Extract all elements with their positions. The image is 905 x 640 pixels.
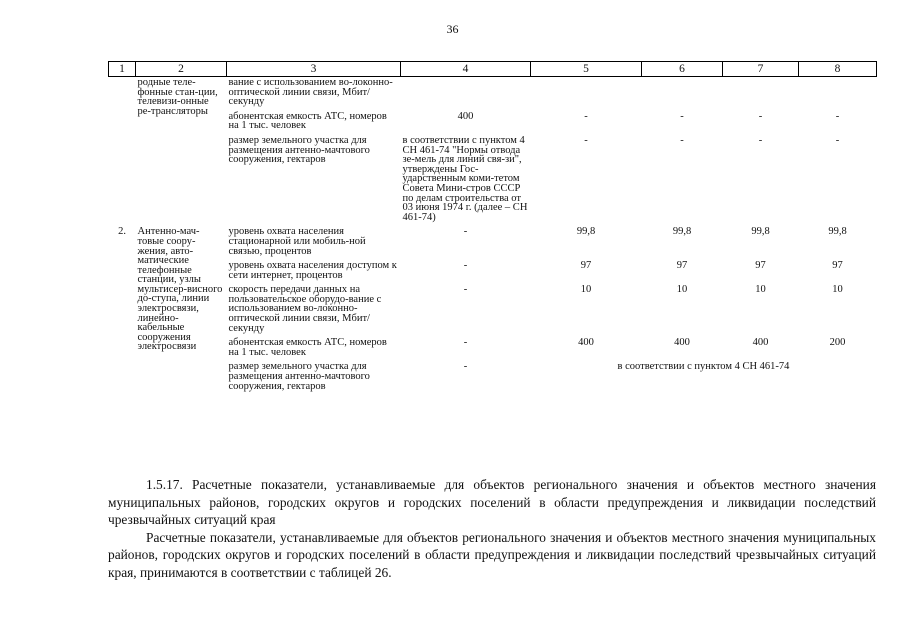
section-text <box>108 476 876 581</box>
value-cell: 97 <box>832 260 843 272</box>
value-cell: 99,8 <box>751 226 770 238</box>
value-cell: - <box>680 110 684 122</box>
value-cell: - <box>584 134 588 146</box>
value-cell: 400 <box>752 337 769 349</box>
row-number-cell <box>109 77 136 111</box>
merged-value-cell: в соответствии с пунктом 4 СН 461-74 <box>617 361 790 373</box>
column-number-header: 7 <box>723 62 799 77</box>
value-cell: 10 <box>832 284 843 296</box>
value-cell: 99,8 <box>576 226 596 238</box>
value-cell: - <box>680 134 684 146</box>
value-cell: 97 <box>755 260 766 272</box>
value-cell: 200 <box>829 337 846 349</box>
value-cell: 10 <box>580 284 592 296</box>
value-cell <box>531 77 642 111</box>
row-number-cell <box>109 111 136 135</box>
value-cell: 400 <box>674 337 690 349</box>
row-number-cell <box>109 135 136 226</box>
value-cell: - <box>835 134 840 146</box>
value-cell: - <box>463 226 468 238</box>
page-number: 36 <box>446 22 459 36</box>
body-paragraph: Расчетные показатели, устанавливаемые для объектов регионального значения и объектов местного значения муниципальных районов, городских округов и городских поселений в области предупреждения и ликвидации последствий чрезвычайных ситуаций края, принимаются в соответствии с таблицей 26. <box>108 529 876 580</box>
value-cell <box>401 77 531 111</box>
column-number-header: 6 <box>642 62 723 77</box>
value-cell: - <box>463 260 468 272</box>
table-header-row <box>109 62 877 77</box>
value-cell: 10 <box>676 284 688 296</box>
value-cell: 99,8 <box>672 226 692 238</box>
indicator-cell: размер земельного участка для размещения антенно-мачтового сооружения, гектаров <box>228 134 370 166</box>
indicator-cell: вание с использованием во-локонно-оптической линии связи, Мбит/секунду <box>228 77 393 108</box>
column-number-header: 4 <box>401 62 531 77</box>
value-cell: - <box>463 284 468 296</box>
table-row <box>109 226 877 260</box>
column-number-header: 8 <box>799 62 877 77</box>
value-cell: 99,8 <box>828 226 847 238</box>
value-cell: 400 <box>457 110 474 122</box>
indicator-cell: скорость передачи данных на пользовательское оборудо-вание с использованием во-локонно-оптической линии связи, Мбит/секунду <box>228 284 382 334</box>
column-number-header: 2 <box>136 62 227 77</box>
value-cell: - <box>758 110 763 122</box>
value-cell <box>723 77 799 111</box>
indicator-cell: уровень охвата населения доступом к сети интернет, процентов <box>228 260 397 281</box>
object-name-cell: Антенно-мач-товые соору-жения, авто-матические телефонные станции, узлы мультисер-висного до-ступа, линии электросвязи, линейно-кабельные сооружения электросвязи <box>137 226 223 353</box>
indicator-cell: абонентская емкость АТС, номеров на 1 тыс. человек <box>228 110 387 132</box>
value-cell: в соответствии с пунктом 4 СН 461-74 "Нормы отвода зе-мель для линий свя-зи", утверждены Гос-ударственным коми-тетом Совета Мини-стров СССР по делам строительства от 03 июня 1974 г. (далее – СН 461-74) <box>402 134 528 223</box>
column-number-header: 1 <box>109 62 136 77</box>
regional-indicators-table <box>108 61 877 395</box>
table-row <box>109 77 877 111</box>
object-name-cell: родные теле-фонные стан-ции, телевизи-онные ре-трансляторы <box>137 77 218 117</box>
value-cell: 400 <box>578 337 594 349</box>
value-cell <box>642 77 723 111</box>
value-cell: - <box>463 361 468 373</box>
value-cell: - <box>758 134 763 146</box>
value-cell: - <box>835 110 840 122</box>
value-cell: - <box>463 337 468 349</box>
value-cell: - <box>584 110 588 122</box>
row-number-cell: 2. <box>118 226 126 238</box>
column-number-header: 3 <box>227 62 401 77</box>
section-heading-paragraph: 1.5.17. Расчетные показатели, устанавливаемые для объектов регионального значения и объектов местного значения муниципальных районов, городских округов и городских поселений в области предупреждения и ликвидации последствий чрезвычайных ситуаций края <box>108 477 876 527</box>
indicator-cell: абонентская емкость АТС, номеров на 1 тыс. человек <box>228 337 387 358</box>
column-number-header: 5 <box>531 62 642 77</box>
value-cell: 97 <box>580 260 592 272</box>
value-cell: 97 <box>676 260 688 272</box>
value-cell <box>799 77 877 111</box>
indicator-cell: уровень охвата населения стационарной или мобиль-ной связью, процентов <box>228 226 366 257</box>
value-cell: 10 <box>755 284 766 296</box>
indicator-cell: размер земельного участка для размещения антенно-мачтового сооружения, гектаров <box>228 361 370 392</box>
